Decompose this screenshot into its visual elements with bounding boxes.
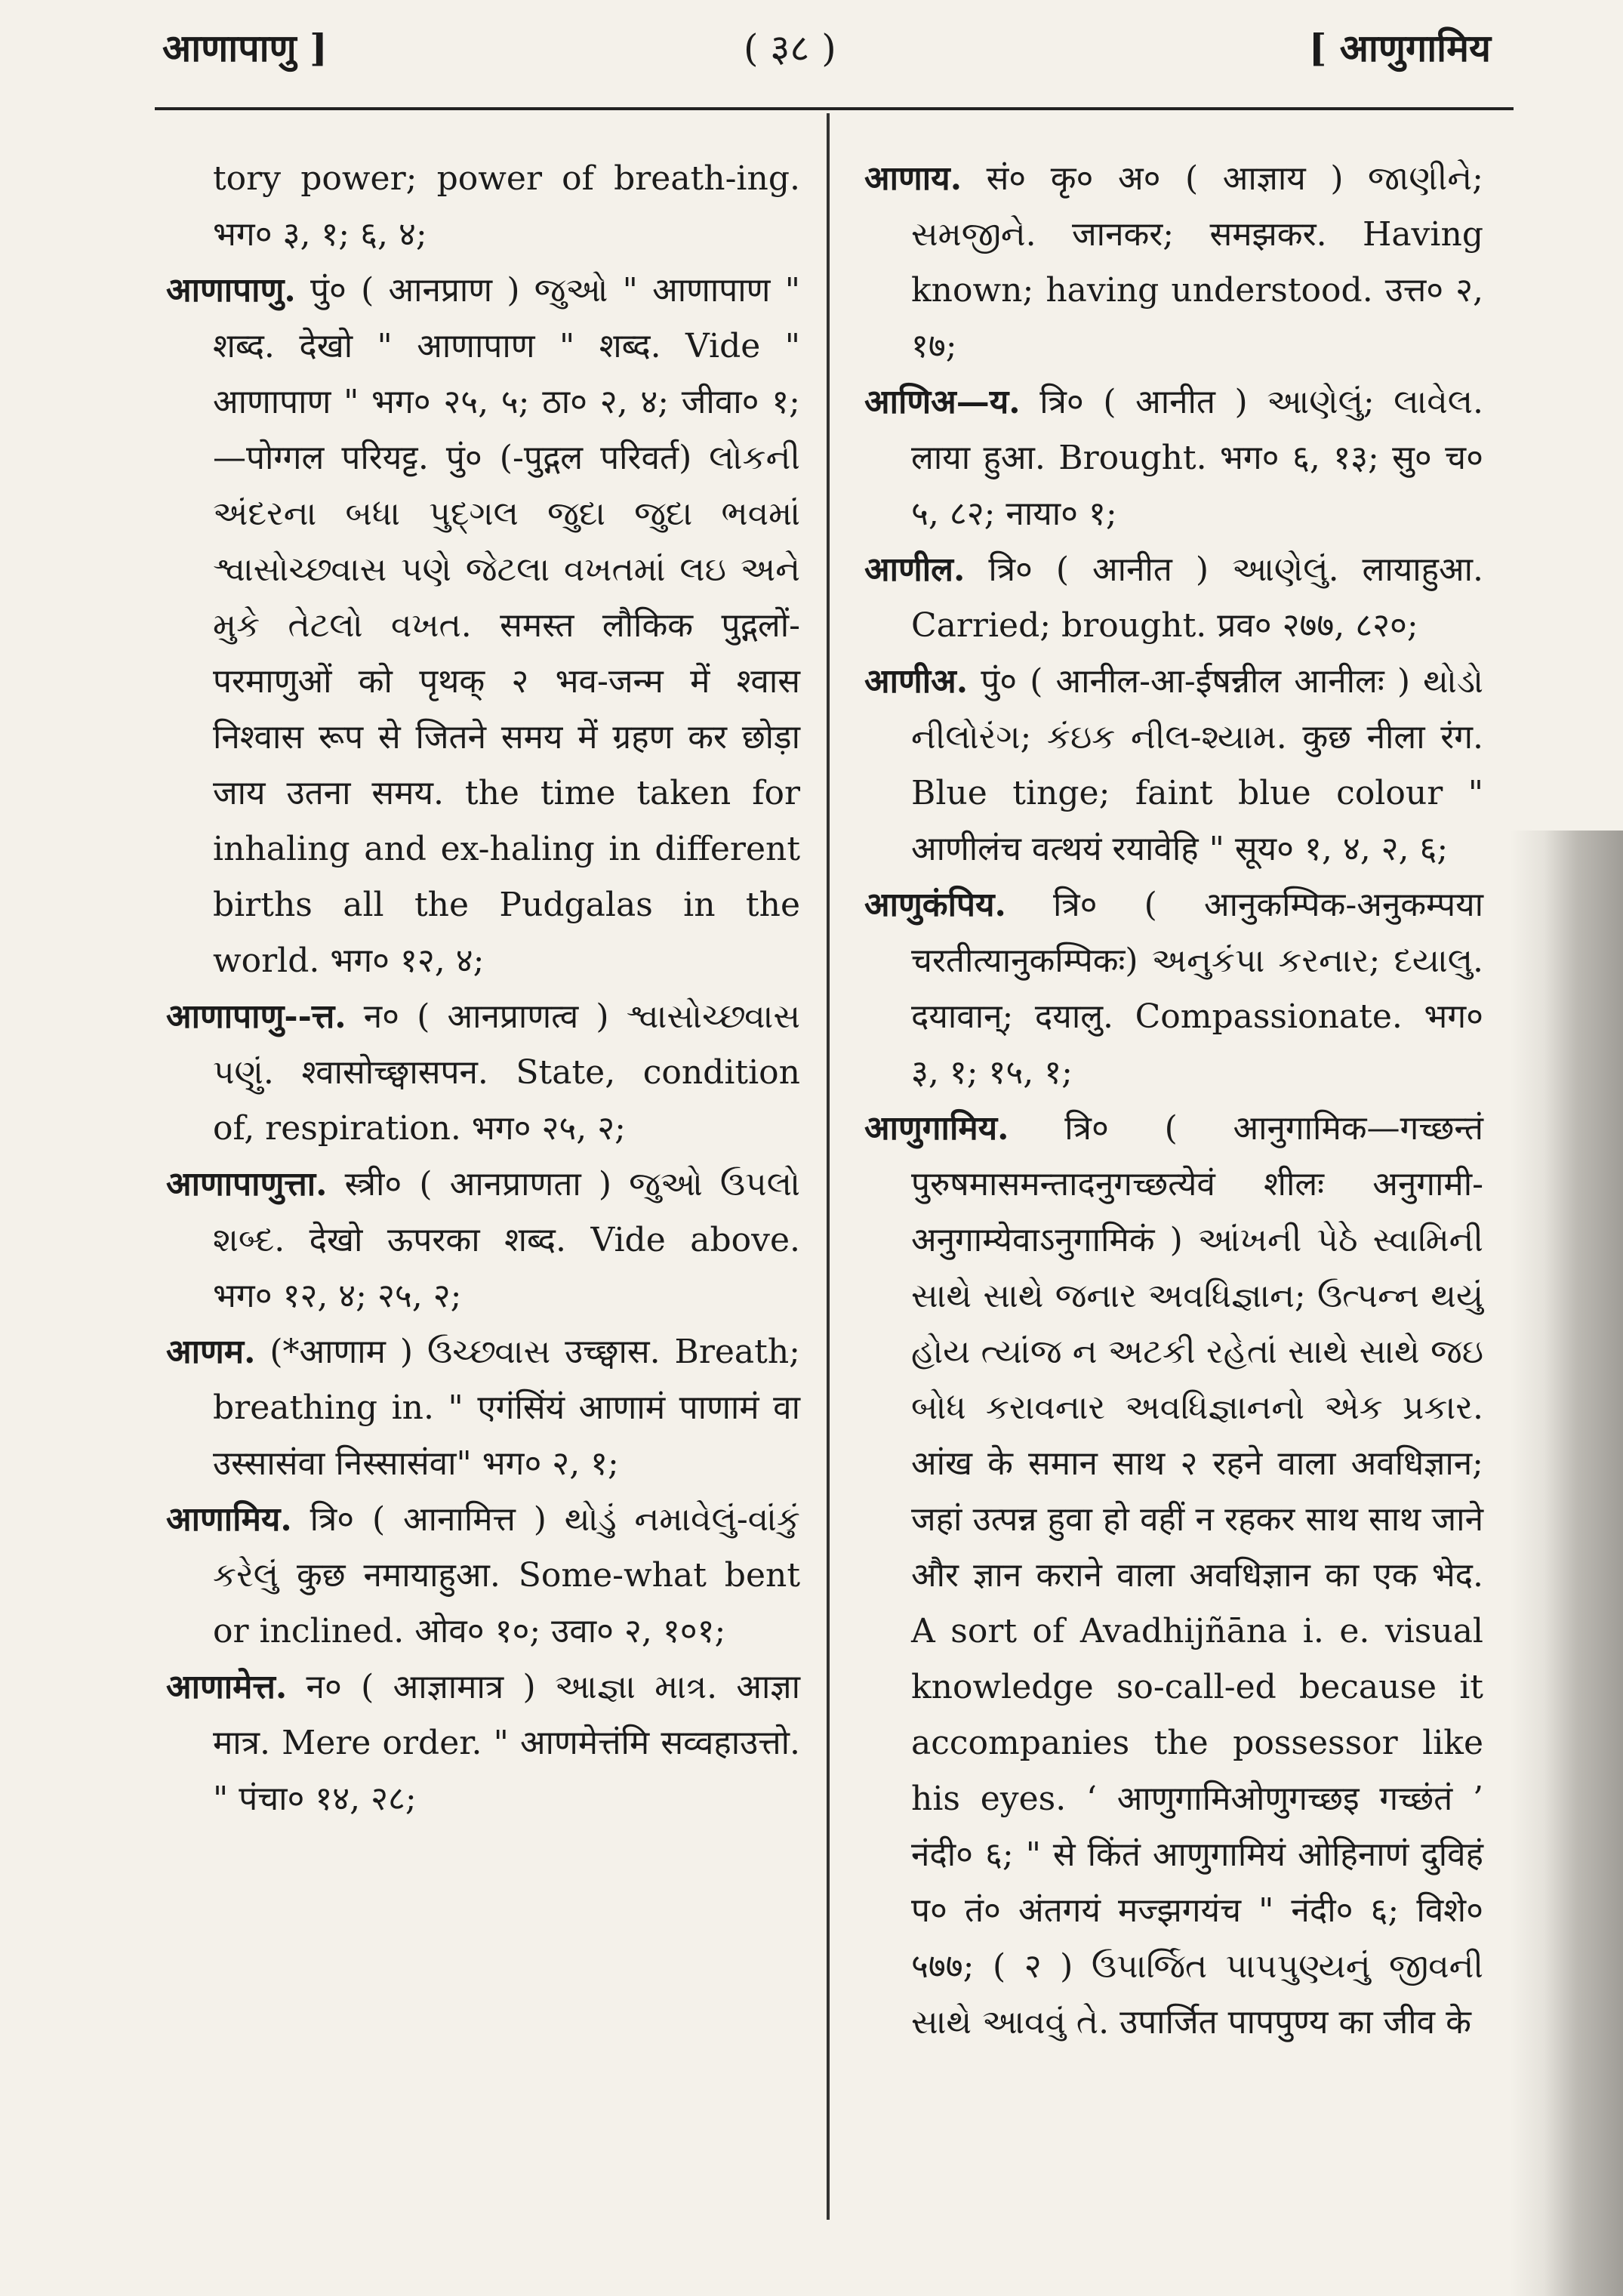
entry: आणामिय. त्रि० ( आनामित्त ) થોડું નમાવેલું-વાંકું કરેલું कुछ नमायाहुआ. Some-what bent or inclined. ओव० १०; उवा० २, १०१; <box>166 1500 800 1650</box>
entry: आणापाणुत्ता. स्त्री० ( आनप्राणता ) જુઓ ઉપલો શબ્દ. देखो ऊपरका शब्द. Vide above. भग० १२, ४; २५, २; <box>166 1165 800 1315</box>
page-binding-shadow <box>1510 831 1623 2296</box>
entry: आणाय. सं० कृ० अ० ( आज्ञाय ) જાણીને; સમજીને. जानकर; समझकर. Having known; having understood. उत्त० २, १७; <box>864 159 1483 365</box>
entry: आणीअ. पुं० ( आनील-आ-ईषन्नील आनीलः ) થોડો નીલોરંગ; કંઇક નીલ-શ્યામ. कुछ नीला रंग. Blue tinge; faint blue colour " आणीलंच वत्थयं रयावेहि " सूय० १, ४, २, ६; <box>864 662 1483 868</box>
right-column <box>849 151 1483 2051</box>
entry: आणील. त्रि० ( आनीत ) આણેલું. लायाहुआ. Carried; brought. प्रव० २७७, ८२०; <box>864 550 1483 645</box>
entry-continuation: tory power; power of breath-ing. भग० ३, १; ६, ४; <box>213 159 800 254</box>
entry: आणामेत्त. न० ( आज्ञामात्र ) આજ્ઞા માત્ર. आज्ञा मात्र. Mere order. " आणमेत्तंमि सव्वहाउत्तो. " पंचा० १४, २८; <box>166 1668 800 1818</box>
entry: आणुगामिय. त्रि० ( आनुगामिक—गच्छन्तं पुरुषमासमन्तादनुगच्छत्येवं शीलः अनुगामी-अनुगाम्येवाऽनुगामिकं ) આંખની પેઠે સ્વામિની સાથે સાથે જનાર અવધિજ્ઞાન; ઉત્પન્ન થયું હોય ત્યાંજ ન અટકી રહેતાં સાથે સાથે જઇ બોધ કરાવનાર અવધિજ્ઞાનનો એક પ્રકાર. आंख के समान साथ २ रहने वाला अवधिज्ञान; जहां उत्पन्न हुवा हो वहीं न रहकर साथ साथ जाने और ज्ञान कराने वाला अवधिज्ञान का एक भेद. A sort of Avadhijñāna i. e. visual knowledge so-call-ed because it accompanies the possessor like his eyes. ‘ आणुगामिओणुगच्छइ गच्छंतं ’ नंदी० ६; " से किंतं आणुगामियं ओहिनाणं दुविहं प० तं० अंतगयं मज्झगयंच " नंदी० ६; विशे० ५७७; ( २ ) ઉપાર્જિત પાપપુણ્યનું જીવની સાથે આવવું તે. उपार्जित पापपुण्य का जीव के <box>864 1109 1483 2042</box>
left-column <box>151 151 800 1827</box>
page-header <box>162 21 1491 82</box>
entry: आणापाणु--त्त. न० ( आनप्राणत्व ) શ્વાસોચ્છ્વાસ પણું. श्वासोच्छ्वासपन. State, condition of, respiration. भग० २५, २; <box>166 997 800 1148</box>
entry: आणापाणु. पुं० ( आनप्राण ) જુઓ " आणापाण " शब्द. देखो " आणापाण " शब्द. Vide " आणापाण " भग० २५, ५; ठा० २, ४; जीवा० १; —पोग्गल परियट्ट. पुं० (-पुद्गल परिवर्त) લોકની અંદરના બધા પુદ્ગલ જુદા જુદા ભવમાં શ્વાસોચ્છ્વાસ પણે જેટલા વખતમાં લઇ અને મુકે તેટલો વખત. समस्त लौकिक पुद्गलों-परमाणुओं को पृथक् २ भव-जन्म में श्वास निश्वास रूप से जितने समय में ग्रहण कर छोड़ा जाय उतना समय. the time taken for inhaling and ex-haling in different births all the Pudgalas in the world. भग० १२, ४; <box>166 271 800 980</box>
header-rule <box>155 107 1514 110</box>
header-right-guideword: [ आणुगामिय <box>1308 26 1491 70</box>
header-page-number: ( ३८ ) <box>744 26 836 70</box>
column-divider <box>827 113 830 2220</box>
entry: आणम. (*आणाम ) ઉચ્છ્વાસ उच्छ्वास. Breath; breathing in. " एगंसिंयं आणामं पाणामं वा उस्सासंवा निस्सासंवा" भग० २, १; <box>166 1333 800 1483</box>
entry: आणुकंपिय. त्रि० ( आनुकम्पिक-अनुकम्पया चरतीत्यानुकम्पिकः) અનુકંપા કરનાર; દયાલુ. दयावान्; दयालु. Compassionate. भग० ३, १; १५, १; <box>864 886 1483 1092</box>
entry: आणिअ—य. त्रि० ( आनीत ) આણેલું; લાવેલ. लाया हुआ. Brought. भग० ६, १३; सु० च० ५, ८२; नाया० १; <box>864 383 1483 533</box>
header-left-guideword: आणापाणु ] <box>162 26 328 70</box>
